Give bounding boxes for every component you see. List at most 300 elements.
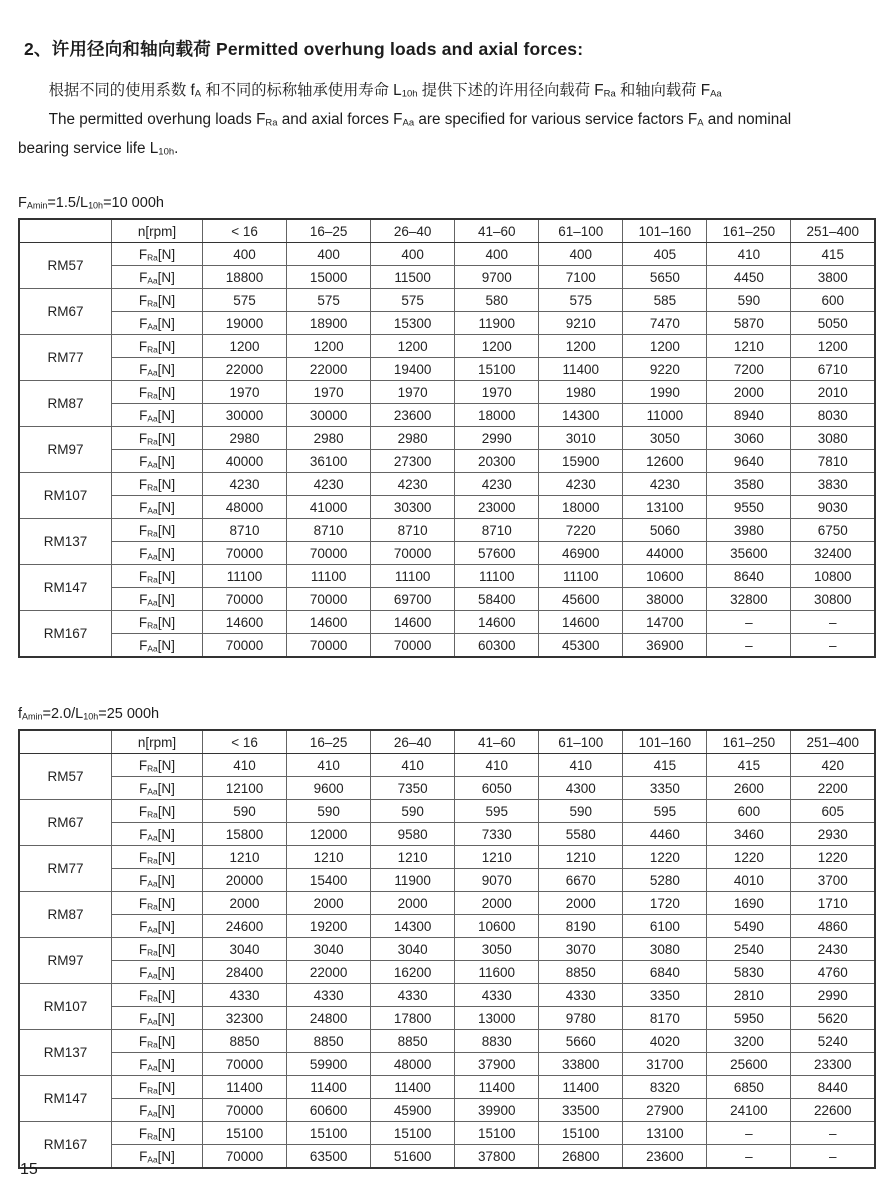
model-label: RM97 xyxy=(19,427,112,473)
value-cell: 14600 xyxy=(287,611,371,634)
faa-row-label xyxy=(112,1099,203,1122)
fra-row-label xyxy=(112,519,203,542)
value-cell: 8440 xyxy=(791,1076,875,1099)
text-segment: F xyxy=(139,499,148,515)
text-segment: and axial forces F xyxy=(277,111,403,128)
table-row xyxy=(19,289,875,312)
value-cell: 4300 xyxy=(539,777,623,800)
faa-row-label xyxy=(112,634,203,658)
model-label: RM77 xyxy=(19,846,112,892)
value-cell: 1990 xyxy=(623,381,707,404)
value-cell: 11100 xyxy=(539,565,623,588)
text-segment: F xyxy=(138,941,148,957)
text-segment: F xyxy=(138,803,148,819)
fra-row-label xyxy=(112,1122,203,1145)
subscript-text: Aa xyxy=(147,1016,158,1026)
value-cell: 14600 xyxy=(539,611,623,634)
value-cell: 8710 xyxy=(287,519,371,542)
value-cell: – xyxy=(707,611,791,634)
value-cell: 3010 xyxy=(539,427,623,450)
value-cell: 14600 xyxy=(455,611,539,634)
value-cell: 4230 xyxy=(371,473,455,496)
subscript-text: Ra xyxy=(147,1131,158,1141)
value-cell: 23600 xyxy=(371,404,455,427)
value-cell: 70000 xyxy=(371,634,455,658)
value-cell: 38000 xyxy=(623,588,707,611)
model-label: RM67 xyxy=(19,289,112,335)
text-segment: and nominal xyxy=(703,111,792,128)
table-1-caption xyxy=(18,195,876,211)
value-cell: 1220 xyxy=(707,846,791,869)
subscript-text: Aa xyxy=(147,459,158,469)
model-label: RM57 xyxy=(19,243,112,289)
table-row xyxy=(19,404,875,427)
value-cell: 590 xyxy=(371,800,455,823)
subscript-text: Aa xyxy=(147,597,158,607)
value-cell: 400 xyxy=(455,243,539,266)
table-row xyxy=(19,938,875,961)
value-cell: 400 xyxy=(203,243,287,266)
value-cell: 3580 xyxy=(707,473,791,496)
value-cell: 575 xyxy=(539,289,623,312)
value-cell: 3050 xyxy=(623,427,707,450)
value-cell: 18000 xyxy=(455,404,539,427)
value-cell: 35600 xyxy=(707,542,791,565)
value-cell: 11600 xyxy=(455,961,539,984)
value-cell: 5490 xyxy=(707,915,791,938)
value-cell: 410 xyxy=(203,754,287,777)
value-cell: 5950 xyxy=(707,1007,791,1030)
value-cell: 3060 xyxy=(707,427,791,450)
value-cell: 24600 xyxy=(203,915,287,938)
value-cell: 45600 xyxy=(539,588,623,611)
value-cell: 3040 xyxy=(371,938,455,961)
value-cell: 3350 xyxy=(623,777,707,800)
value-cell: 30800 xyxy=(791,588,875,611)
value-cell: 69700 xyxy=(371,588,455,611)
value-cell: 24100 xyxy=(707,1099,791,1122)
fra-row-label xyxy=(112,754,203,777)
value-cell: 11400 xyxy=(287,1076,371,1099)
text-segment: [N] xyxy=(157,545,175,561)
value-cell: 13100 xyxy=(623,496,707,519)
text-segment: [N] xyxy=(157,1125,176,1141)
value-cell: 22000 xyxy=(203,358,287,381)
value-cell: 2000 xyxy=(539,892,623,915)
value-cell: 9600 xyxy=(287,777,371,800)
rpm-header-cell: n[rpm] xyxy=(112,730,203,754)
value-cell: 7810 xyxy=(791,450,875,473)
text-segment: F xyxy=(138,522,148,538)
value-cell: 70000 xyxy=(287,634,371,658)
value-cell: 3830 xyxy=(791,473,875,496)
value-cell: 70000 xyxy=(371,542,455,565)
text-segment: F xyxy=(139,964,148,980)
faa-row-label xyxy=(112,1145,203,1169)
subscript-text: Ra xyxy=(147,574,158,584)
model-label: RM107 xyxy=(19,984,112,1030)
table-row xyxy=(19,1099,875,1122)
value-cell: 18900 xyxy=(287,312,371,335)
fra-row-label xyxy=(112,1030,203,1053)
value-cell: 3800 xyxy=(791,266,875,289)
table-row xyxy=(19,915,875,938)
model-label: RM57 xyxy=(19,754,112,800)
faa-row-label xyxy=(112,869,203,892)
value-cell: 1200 xyxy=(623,335,707,358)
text-segment: [N] xyxy=(157,384,176,400)
table-row xyxy=(19,1030,875,1053)
value-cell: 2600 xyxy=(707,777,791,800)
text-segment: [N] xyxy=(157,849,176,865)
subscript-text: Ra xyxy=(603,88,616,100)
text-segment: 提供下述的许用径向载荷 F xyxy=(417,82,604,99)
speed-range-header: 101–160 xyxy=(623,219,707,243)
value-cell: 1210 xyxy=(455,846,539,869)
value-cell: 2000 xyxy=(203,892,287,915)
value-cell: 10800 xyxy=(791,565,875,588)
text-segment: [N] xyxy=(157,246,176,262)
text-segment: [N] xyxy=(157,918,175,934)
value-cell: 12000 xyxy=(287,823,371,846)
value-cell: 41000 xyxy=(287,496,371,519)
value-cell: 590 xyxy=(203,800,287,823)
text-segment: [N] xyxy=(157,591,175,607)
speed-range-header: 61–100 xyxy=(539,219,623,243)
value-cell: 9780 xyxy=(539,1007,623,1030)
value-cell: 2430 xyxy=(791,938,875,961)
value-cell: 4860 xyxy=(791,915,875,938)
value-cell: 36100 xyxy=(287,450,371,473)
value-cell: 22000 xyxy=(287,961,371,984)
value-cell: 70000 xyxy=(203,542,287,565)
text-segment: F xyxy=(138,338,148,354)
value-cell: 60600 xyxy=(287,1099,371,1122)
speed-range-header: 61–100 xyxy=(539,730,623,754)
text-segment: [N] xyxy=(157,361,175,377)
value-cell: 5650 xyxy=(623,266,707,289)
value-cell: 18000 xyxy=(539,496,623,519)
text-segment: =10 000h xyxy=(103,195,164,211)
value-cell: 16200 xyxy=(371,961,455,984)
value-cell: 1200 xyxy=(287,335,371,358)
text-segment: 和不同的标称轴承使用寿命 L xyxy=(201,82,402,99)
value-cell: 46900 xyxy=(539,542,623,565)
text-segment: [N] xyxy=(157,568,176,584)
value-cell: 15100 xyxy=(371,1122,455,1145)
subscript-text: Ra xyxy=(147,252,158,262)
value-cell: 14300 xyxy=(539,404,623,427)
value-cell: 600 xyxy=(707,800,791,823)
value-cell: 14700 xyxy=(623,611,707,634)
subscript-text: Aa xyxy=(147,275,158,285)
value-cell: 2980 xyxy=(371,427,455,450)
value-cell: 8850 xyxy=(371,1030,455,1053)
table-row xyxy=(19,754,875,777)
model-label: RM87 xyxy=(19,381,112,427)
value-cell: 15100 xyxy=(455,358,539,381)
table-row xyxy=(19,1122,875,1145)
page-number: 15 xyxy=(20,1161,38,1178)
subscript-text: Ra xyxy=(147,482,158,492)
value-cell: 33500 xyxy=(539,1099,623,1122)
text-segment: F xyxy=(138,430,148,446)
load-table-service-factor-2-0 xyxy=(18,729,876,1169)
text-segment: F xyxy=(139,1056,148,1072)
value-cell: 12100 xyxy=(203,777,287,800)
value-cell: 14300 xyxy=(371,915,455,938)
value-cell: 410 xyxy=(707,243,791,266)
text-segment: F xyxy=(138,1033,148,1049)
value-cell: 40000 xyxy=(203,450,287,473)
text-segment: [N] xyxy=(157,453,175,469)
value-cell: 14600 xyxy=(371,611,455,634)
value-cell: 32300 xyxy=(203,1007,287,1030)
speed-range-header: 41–60 xyxy=(455,730,539,754)
text-segment: F xyxy=(139,918,148,934)
subscript-text: Ra xyxy=(147,855,158,865)
value-cell: 70000 xyxy=(287,588,371,611)
text-segment: [N] xyxy=(157,872,175,888)
text-segment: F xyxy=(139,361,148,377)
value-cell: 5050 xyxy=(791,312,875,335)
text-segment: [N] xyxy=(157,522,176,538)
subscript-text: 10h xyxy=(88,200,104,211)
table-row xyxy=(19,823,875,846)
value-cell: 400 xyxy=(287,243,371,266)
speed-range-header: 251–400 xyxy=(791,730,875,754)
text-segment: F xyxy=(139,826,148,842)
value-cell: 11400 xyxy=(539,358,623,381)
value-cell: 31700 xyxy=(623,1053,707,1076)
text-segment: [N] xyxy=(157,780,175,796)
value-cell: 1690 xyxy=(707,892,791,915)
text-segment: bearing service life L xyxy=(18,140,159,157)
fra-row-label xyxy=(112,984,203,1007)
corner-cell xyxy=(19,219,112,243)
subscript-text: Aa xyxy=(147,1108,158,1118)
fra-row-label xyxy=(112,938,203,961)
value-cell: 23000 xyxy=(455,496,539,519)
value-cell: 30000 xyxy=(203,404,287,427)
value-cell: – xyxy=(791,1122,875,1145)
fra-row-label xyxy=(112,846,203,869)
subscript-text: Amin xyxy=(26,200,48,211)
table-row xyxy=(19,800,875,823)
subscript-text: Aa xyxy=(147,832,158,842)
speed-range-header: 161–250 xyxy=(707,219,791,243)
text-segment: F xyxy=(138,1125,148,1141)
value-cell: 8320 xyxy=(623,1076,707,1099)
text-segment: F xyxy=(139,780,148,796)
subscript-text: Aa xyxy=(147,413,158,423)
table-row xyxy=(19,381,875,404)
value-cell: 7220 xyxy=(539,519,623,542)
table-row xyxy=(19,266,875,289)
subscript-text: Aa xyxy=(147,643,158,653)
value-cell: 5660 xyxy=(539,1030,623,1053)
value-cell: 2010 xyxy=(791,381,875,404)
value-cell: 6710 xyxy=(791,358,875,381)
value-cell: 37900 xyxy=(455,1053,539,1076)
value-cell: 59900 xyxy=(287,1053,371,1076)
text-segment: [N] xyxy=(157,614,176,630)
value-cell: 9640 xyxy=(707,450,791,473)
fra-row-label xyxy=(112,427,203,450)
value-cell: 3700 xyxy=(791,869,875,892)
value-cell: 11400 xyxy=(371,1076,455,1099)
value-cell: 70000 xyxy=(203,1145,287,1169)
value-cell: – xyxy=(707,1122,791,1145)
faa-row-label xyxy=(112,450,203,473)
value-cell: 6100 xyxy=(623,915,707,938)
subscript-text: Aa xyxy=(147,1154,158,1164)
corner-cell xyxy=(19,730,112,754)
text-segment: [N] xyxy=(157,941,176,957)
value-cell: 595 xyxy=(623,800,707,823)
model-label: RM67 xyxy=(19,800,112,846)
value-cell: – xyxy=(707,634,791,658)
value-cell: 11100 xyxy=(287,565,371,588)
value-cell: 20000 xyxy=(203,869,287,892)
subscript-text: Aa xyxy=(710,88,722,100)
value-cell: 1210 xyxy=(707,335,791,358)
value-cell: 2930 xyxy=(791,823,875,846)
value-cell: 5280 xyxy=(623,869,707,892)
value-cell: 8190 xyxy=(539,915,623,938)
table-row xyxy=(19,777,875,800)
model-label: RM77 xyxy=(19,335,112,381)
value-cell: 30300 xyxy=(371,496,455,519)
value-cell: 1200 xyxy=(539,335,623,358)
intro-paragraph-zh xyxy=(18,76,876,105)
value-cell: 9550 xyxy=(707,496,791,519)
value-cell: 45900 xyxy=(371,1099,455,1122)
value-cell: 4330 xyxy=(455,984,539,1007)
value-cell: 3040 xyxy=(287,938,371,961)
table-row xyxy=(19,1007,875,1030)
faa-row-label xyxy=(112,542,203,565)
value-cell: 9700 xyxy=(455,266,539,289)
value-cell: 1200 xyxy=(371,335,455,358)
value-cell: 8710 xyxy=(455,519,539,542)
subscript-text: Aa xyxy=(147,1062,158,1072)
value-cell: 575 xyxy=(287,289,371,312)
text-segment: F xyxy=(139,1010,148,1026)
value-cell: 1200 xyxy=(791,335,875,358)
speed-range-header: 16–25 xyxy=(287,219,371,243)
subscript-text: Aa xyxy=(147,505,158,515)
value-cell: 8710 xyxy=(371,519,455,542)
text-segment: F xyxy=(139,1148,148,1164)
value-cell: 1210 xyxy=(539,846,623,869)
speed-range-header: 16–25 xyxy=(287,730,371,754)
subscript-text: A xyxy=(697,117,704,129)
value-cell: 8170 xyxy=(623,1007,707,1030)
value-cell: 7470 xyxy=(623,312,707,335)
text-segment: [N] xyxy=(157,1102,175,1118)
fra-row-label xyxy=(112,289,203,312)
table-row xyxy=(19,892,875,915)
value-cell: 4230 xyxy=(455,473,539,496)
value-cell: 22000 xyxy=(287,358,371,381)
value-cell: 6670 xyxy=(539,869,623,892)
text-segment: [N] xyxy=(157,637,175,653)
value-cell: 3200 xyxy=(707,1030,791,1053)
value-cell: 5580 xyxy=(539,823,623,846)
value-cell: 7100 xyxy=(539,266,623,289)
speed-range-header: 41–60 xyxy=(455,219,539,243)
table-row xyxy=(19,1053,875,1076)
subscript-text: Ra xyxy=(147,763,158,773)
value-cell: 11900 xyxy=(371,869,455,892)
text-segment: f xyxy=(18,706,23,722)
subscript-text: A xyxy=(194,88,202,100)
value-cell: 23600 xyxy=(623,1145,707,1169)
text-segment: F xyxy=(138,849,148,865)
value-cell: 8710 xyxy=(203,519,287,542)
value-cell: 70000 xyxy=(203,634,287,658)
value-cell: 60300 xyxy=(455,634,539,658)
table-row xyxy=(19,634,875,658)
text-segment: [N] xyxy=(157,803,176,819)
text-segment: [N] xyxy=(157,1010,175,1026)
subscript-text: Aa xyxy=(147,321,158,331)
value-cell: 11900 xyxy=(455,312,539,335)
subscript-text: 10h xyxy=(401,88,418,100)
value-cell: 5060 xyxy=(623,519,707,542)
subscript-text: Aa xyxy=(147,970,158,980)
value-cell: 4460 xyxy=(623,823,707,846)
load-table-service-factor-1-5 xyxy=(18,218,876,658)
subscript-text: Amin xyxy=(22,711,43,722)
text-segment: [N] xyxy=(157,1033,176,1049)
model-label: RM137 xyxy=(19,1030,112,1076)
value-cell: 575 xyxy=(203,289,287,312)
value-cell: 420 xyxy=(791,754,875,777)
text-segment: F xyxy=(138,246,148,262)
value-cell: 415 xyxy=(623,754,707,777)
text-segment: [N] xyxy=(157,269,175,285)
value-cell: 1970 xyxy=(455,381,539,404)
value-cell: 45300 xyxy=(539,634,623,658)
value-cell: 4330 xyxy=(203,984,287,1007)
subscript-text: Ra xyxy=(147,947,158,957)
table-row xyxy=(19,611,875,634)
faa-row-label xyxy=(112,777,203,800)
value-cell: 13100 xyxy=(623,1122,707,1145)
faa-row-label xyxy=(112,823,203,846)
text-segment: [N] xyxy=(157,499,175,515)
faa-row-label xyxy=(112,358,203,381)
text-segment: [N] xyxy=(157,338,176,354)
subscript-text: Aa xyxy=(147,878,158,888)
value-cell: 3460 xyxy=(707,823,791,846)
value-cell: 10600 xyxy=(455,915,539,938)
text-segment: [N] xyxy=(157,315,175,331)
subscript-text: Ra xyxy=(147,436,158,446)
value-cell: 4230 xyxy=(287,473,371,496)
text-segment: F xyxy=(138,987,148,1003)
value-cell: 12600 xyxy=(623,450,707,473)
value-cell: – xyxy=(791,1145,875,1169)
faa-row-label xyxy=(112,404,203,427)
speed-range-header: 101–160 xyxy=(623,730,707,754)
value-cell: 8830 xyxy=(455,1030,539,1053)
value-cell: 9220 xyxy=(623,358,707,381)
text-segment: [N] xyxy=(157,292,176,308)
value-cell: 3080 xyxy=(791,427,875,450)
